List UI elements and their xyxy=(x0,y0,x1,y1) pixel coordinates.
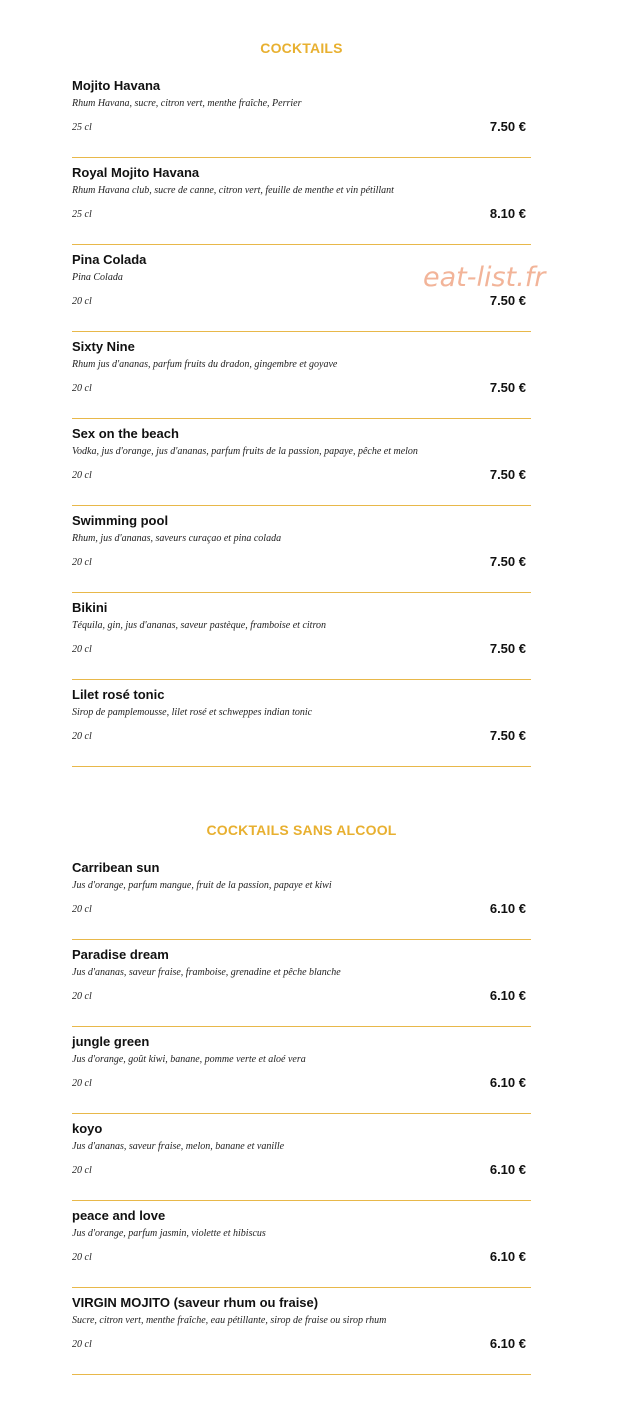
item-price: 7.50 € xyxy=(489,467,526,482)
item-name: Paradise dream xyxy=(72,947,169,962)
menu-item xyxy=(72,420,531,506)
item-price: 7.50 € xyxy=(489,119,526,134)
item-size: 20 cl xyxy=(72,904,92,915)
item-name: Sex on the beach xyxy=(72,426,179,441)
menu-item xyxy=(72,159,531,245)
item-description: Vodka, jus d'orange, jus d'ananas, parfum fruits de la passion, papaye, pêche et melon xyxy=(72,446,418,457)
menu-item xyxy=(72,941,531,1027)
item-description: Jus d'ananas, saveur fraise, framboise, grenadine et pêche blanche xyxy=(72,967,341,978)
item-name: Bikini xyxy=(72,600,108,615)
item-price: 7.50 € xyxy=(489,554,526,569)
menu-list xyxy=(72,854,531,1375)
item-price: 6.10 € xyxy=(489,901,526,916)
menu-item xyxy=(72,333,531,419)
item-name: Sixty Nine xyxy=(72,339,135,354)
menu-item xyxy=(72,507,531,593)
item-size: 20 cl xyxy=(72,383,92,394)
item-size: 20 cl xyxy=(72,1339,92,1350)
item-name: Swimming pool xyxy=(72,513,169,528)
item-size: 20 cl xyxy=(72,470,92,481)
item-size: 20 cl xyxy=(72,991,92,1002)
item-description: Jus d'orange, parfum jasmin, violette et hibiscus xyxy=(72,1228,266,1239)
item-price: 8.10 € xyxy=(489,206,526,221)
item-name: Lilet rosé tonic xyxy=(72,687,165,702)
item-size: 20 cl xyxy=(72,557,92,568)
item-description: Rhum, jus d'ananas, saveurs curaçao et pina colada xyxy=(72,533,282,544)
item-size: 20 cl xyxy=(72,296,92,307)
item-size: 20 cl xyxy=(72,1165,92,1176)
item-description: Sirop de pamplemousse, lilet rosé et schweppes indian tonic xyxy=(72,707,313,718)
menu-item xyxy=(72,1289,531,1375)
item-price: 6.10 € xyxy=(489,1162,526,1177)
item-price: 7.50 € xyxy=(489,293,526,308)
item-price: 6.10 € xyxy=(489,1249,526,1264)
item-description: Rhum jus d'ananas, parfum fruits du dradon, gingembre et goyave xyxy=(72,359,338,370)
item-description: Sucre, citron vert, menthe fraîche, eau pétillante, sirop de fraise ou sirop rhum xyxy=(72,1315,387,1326)
item-price: 7.50 € xyxy=(489,380,526,395)
item-price: 6.10 € xyxy=(489,988,526,1003)
item-description: Rhum Havana, sucre, citron vert, menthe fraîche, Perrier xyxy=(72,98,302,109)
menu-list xyxy=(72,72,531,767)
item-price: 6.10 € xyxy=(489,1336,526,1351)
menu-item xyxy=(72,1028,531,1114)
item-name: peace and love xyxy=(72,1208,166,1223)
menu-item xyxy=(72,72,531,158)
item-price: 7.50 € xyxy=(489,728,526,743)
menu-item xyxy=(72,594,531,680)
item-description: Jus d'orange, goût kiwi, banane, pomme verte et aloé vera xyxy=(72,1054,306,1065)
watermark-text: eat-list.fr xyxy=(423,262,546,293)
section-cocktails-sans-alcool xyxy=(72,820,531,1376)
item-description: Téquila, gin, jus d'ananas, saveur pastèque, framboise et citron xyxy=(72,620,326,631)
menu-item xyxy=(72,681,531,767)
item-name: VIRGIN MOJITO (saveur rhum ou fraise) xyxy=(72,1295,319,1310)
item-description: Jus d'orange, parfum mangue, fruit de la passion, papaye et kiwi xyxy=(72,880,332,891)
item-size: 25 cl xyxy=(72,209,92,220)
menu-item xyxy=(72,1115,531,1201)
item-description: Jus d'ananas, saveur fraise, melon, banane et vanille xyxy=(72,1141,285,1152)
section-cocktails xyxy=(72,38,531,768)
menu-item xyxy=(72,854,531,940)
item-size: 20 cl xyxy=(72,1078,92,1089)
item-name: Royal Mojito Havana xyxy=(72,165,200,180)
section-title: COCKTAILS SANS ALCOOL xyxy=(206,822,397,838)
menu-item xyxy=(72,1202,531,1288)
item-description: Pina Colada xyxy=(72,272,123,283)
item-size: 20 cl xyxy=(72,731,92,742)
item-size: 20 cl xyxy=(72,1252,92,1263)
item-name: koyo xyxy=(72,1121,103,1136)
item-size: 25 cl xyxy=(72,122,92,133)
item-name: Mojito Havana xyxy=(72,78,161,93)
item-name: jungle green xyxy=(72,1034,150,1049)
item-price: 6.10 € xyxy=(489,1075,526,1090)
item-name: Carribean sun xyxy=(72,860,160,875)
item-size: 20 cl xyxy=(72,644,92,655)
item-description: Rhum Havana club, sucre de canne, citron vert, feuille de menthe et vin pétillant xyxy=(72,185,394,196)
menu-item xyxy=(72,246,531,332)
item-name: Pina Colada xyxy=(72,252,147,267)
item-price: 7.50 € xyxy=(489,641,526,656)
section-title: COCKTAILS xyxy=(260,40,343,56)
